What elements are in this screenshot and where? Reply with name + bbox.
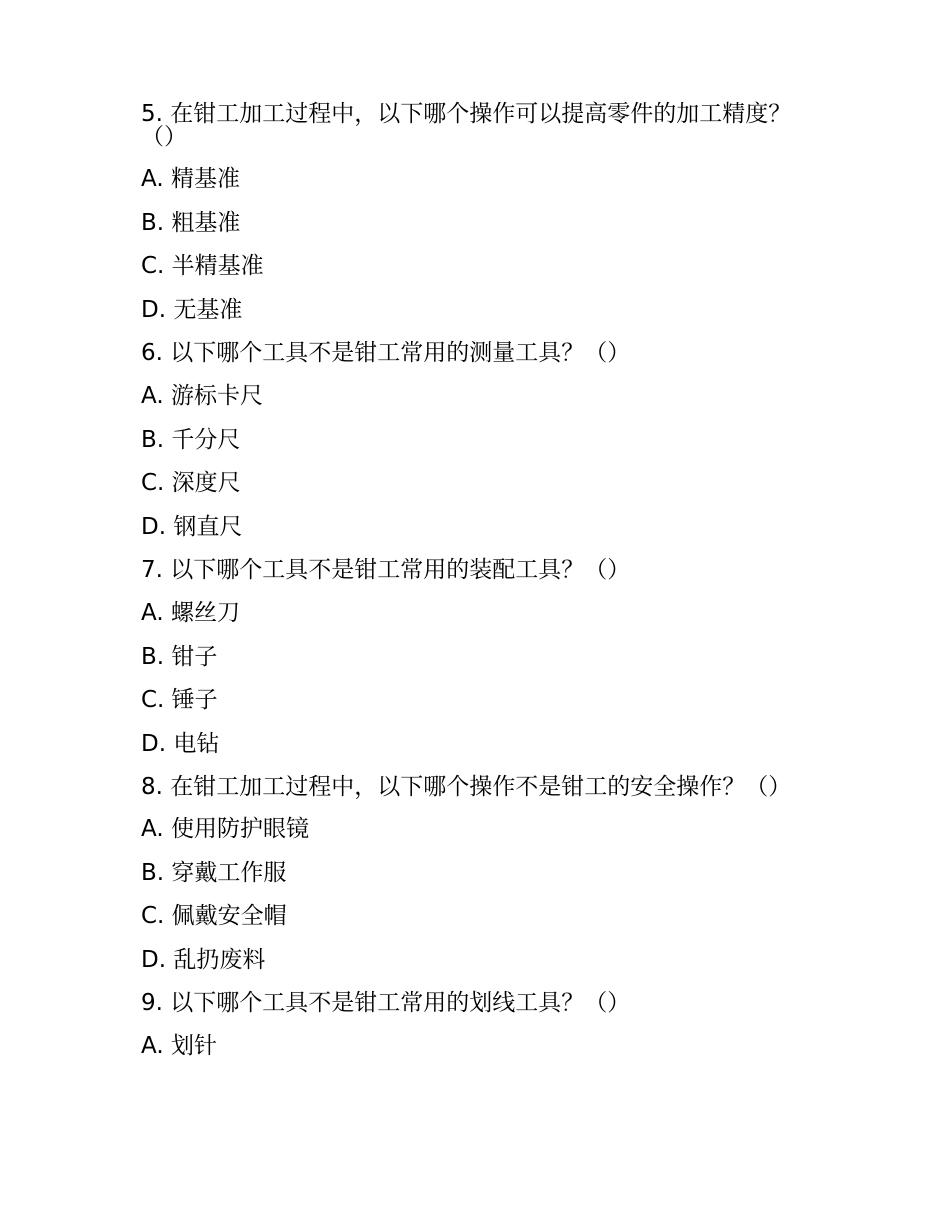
option-c: C. 深度尺 [141, 470, 241, 496]
option-b: B. 穿戴工作服 [141, 859, 287, 886]
option-b: B. 粗基准 [141, 209, 241, 236]
option-a: A. 螺丝刀 [141, 600, 240, 626]
option-a: A. 划针 [141, 1033, 217, 1059]
option-c: C. 锤子 [141, 687, 218, 713]
option-d: D. 钢直尺 [141, 513, 243, 540]
question-text: 9. 以下哪个工具不是钳工常用的划线工具？（） [141, 990, 631, 1016]
question-list [141, 103, 801, 1079]
option-b: B. 千分尺 [141, 426, 241, 453]
question-text: 8. 在钳工加工过程中，以下哪个操作不是钳工的安全操作？（） [141, 774, 792, 800]
question-text: 5. 在钳工加工过程中，以下哪个操作可以提高零件的加工精度？（） [141, 101, 792, 150]
option-d: D. 电钻 [141, 730, 220, 757]
question-9 [141, 992, 801, 1058]
option-c: C. 佩戴安全帽 [141, 903, 287, 929]
option-d: D. 无基准 [141, 296, 243, 323]
option-b: B. 钳子 [141, 643, 218, 670]
question-6 [141, 342, 801, 539]
option-a: A. 精基准 [141, 166, 240, 192]
question-text: 6. 以下哪个工具不是钳工常用的测量工具？（） [141, 340, 631, 366]
option-a: A. 游标卡尺 [141, 383, 263, 409]
option-c: C. 半精基准 [141, 253, 264, 279]
question-7 [141, 559, 801, 756]
question-8 [141, 776, 801, 972]
question-text: 7. 以下哪个工具不是钳工常用的装配工具？（） [141, 557, 631, 583]
option-d: D. 乱扔废料 [141, 946, 266, 973]
option-a: A. 使用防护眼镜 [141, 816, 309, 842]
question-5 [141, 103, 801, 322]
